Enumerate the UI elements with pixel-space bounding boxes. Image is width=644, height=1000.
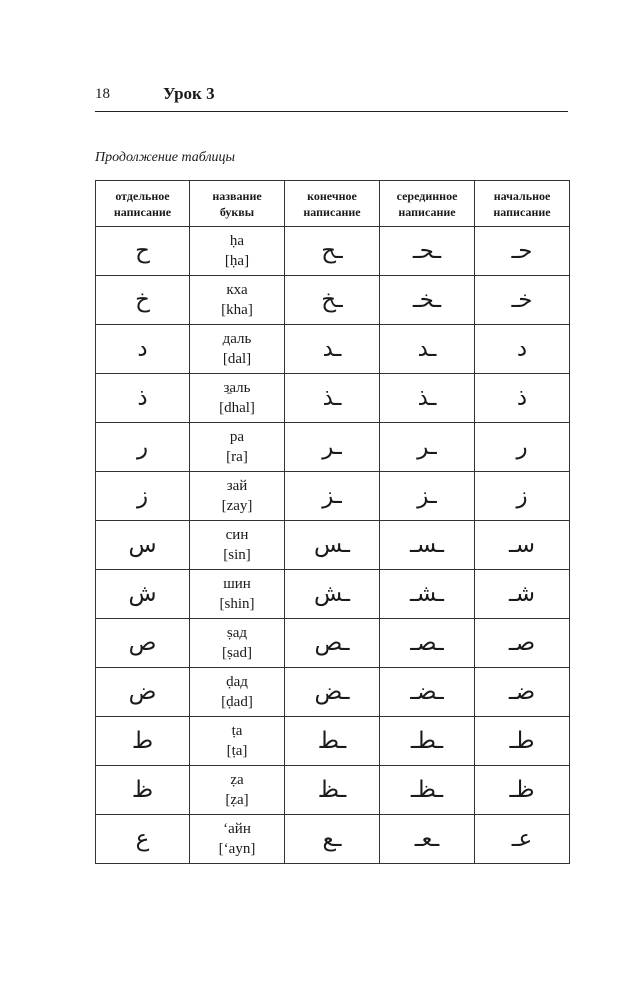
letter-name: з̱аль (223, 380, 251, 396)
final-form: ـذ (285, 374, 380, 423)
table-body (96, 227, 570, 864)
column-header-medial (380, 181, 475, 227)
isolated-form: ز (96, 472, 190, 521)
final-form: ـر (285, 423, 380, 472)
column-header-line: отдельное (115, 188, 170, 203)
letter-transliteration: [dhal] (219, 400, 255, 416)
isolated-form: خ (96, 276, 190, 325)
final-form: ـض (285, 668, 380, 717)
isolated-form: د (96, 325, 190, 374)
column-header-letter-name (190, 181, 285, 227)
letter-name-cell (190, 619, 285, 668)
final-form: ـظ (285, 766, 380, 815)
table-row (96, 766, 570, 815)
letter-transliteration: [ra] (226, 449, 248, 465)
final-form: ـط (285, 717, 380, 766)
initial-form: حـ (475, 227, 570, 276)
letter-name: зай (226, 478, 248, 494)
isolated-form: ص (96, 619, 190, 668)
letter-transliteration: [ḥa] (224, 253, 250, 269)
medial-form: ـر (380, 423, 475, 472)
letter-transliteration: [ṣad] (222, 645, 252, 661)
column-header-line: написание (398, 204, 456, 219)
letter-name: ṣад (226, 625, 248, 641)
medial-form: ـخـ (380, 276, 475, 325)
medial-form: ـد (380, 325, 475, 374)
letter-name-cell (190, 815, 285, 864)
letter-name: ṭа (231, 723, 243, 739)
column-header-line: буквы (219, 204, 255, 219)
letter-transliteration: [ḍad] (221, 694, 253, 710)
initial-form: ر (475, 423, 570, 472)
column-header-final (285, 181, 380, 227)
final-form: ـع (285, 815, 380, 864)
table-row (96, 619, 570, 668)
table-row (96, 570, 570, 619)
letter-transliteration: [ẓa] (225, 792, 249, 808)
header-rule (95, 111, 568, 112)
letter-transliteration: [zay] (221, 498, 253, 514)
lesson-title: Урок 3 (163, 84, 215, 103)
final-form: ـز (285, 472, 380, 521)
isolated-form: ض (96, 668, 190, 717)
letter-name: ра (229, 429, 245, 445)
table-row (96, 668, 570, 717)
table-row (96, 521, 570, 570)
medial-form: ـعـ (380, 815, 475, 864)
medial-form: ـشـ (380, 570, 475, 619)
column-header-initial (475, 181, 570, 227)
isolated-form: ش (96, 570, 190, 619)
letter-name-cell (190, 325, 285, 374)
isolated-form: ر (96, 423, 190, 472)
letter-name: ḍад (226, 674, 248, 690)
arabic-letters-table (95, 180, 570, 864)
final-form: ـس (285, 521, 380, 570)
isolated-form: ظ (96, 766, 190, 815)
letter-name-cell (190, 374, 285, 423)
letter-name-cell (190, 423, 285, 472)
isolated-form: ح (96, 227, 190, 276)
column-header-line: название (212, 188, 262, 203)
final-form: ـح (285, 227, 380, 276)
column-header-isolated (96, 181, 190, 227)
letter-name-cell (190, 227, 285, 276)
final-form: ـد (285, 325, 380, 374)
initial-form: طـ (475, 717, 570, 766)
medial-form: ـصـ (380, 619, 475, 668)
letter-name-cell (190, 472, 285, 521)
final-form: ـخ (285, 276, 380, 325)
table-continuation-caption: Продолжение таблицы (95, 150, 236, 165)
isolated-form: س (96, 521, 190, 570)
table-row (96, 717, 570, 766)
medial-form: ـحـ (380, 227, 475, 276)
letter-transliteration: [shin] (219, 596, 255, 612)
table-row (96, 325, 570, 374)
table-header-row (96, 181, 570, 227)
isolated-form: ط (96, 717, 190, 766)
table-row (96, 815, 570, 864)
letter-name: ʻайн (223, 821, 251, 837)
running-head (95, 86, 568, 112)
letter-name: даль (222, 331, 252, 347)
final-form: ـش (285, 570, 380, 619)
table-row (96, 276, 570, 325)
initial-form: خـ (475, 276, 570, 325)
letter-name: ḥа (229, 233, 245, 249)
initial-form: عـ (475, 815, 570, 864)
letter-name-cell (190, 276, 285, 325)
table-row (96, 472, 570, 521)
column-header-line: написание (493, 204, 551, 219)
initial-form: ضـ (475, 668, 570, 717)
letter-name: кха (226, 282, 248, 298)
column-header-line: начальное (493, 188, 551, 203)
column-header-line: конечное (307, 188, 357, 203)
column-header-line: написание (303, 204, 361, 219)
letter-transliteration: [sin] (223, 547, 251, 563)
medial-form: ـز (380, 472, 475, 521)
letter-name: син (225, 527, 249, 543)
column-header-line: серединное (396, 188, 458, 203)
initial-form: د (475, 325, 570, 374)
letter-transliteration: [dal] (222, 351, 252, 367)
letter-transliteration: [kha] (221, 302, 253, 318)
page-number: 18 (95, 86, 110, 102)
letter-transliteration: [ṭa] (226, 743, 248, 759)
table-row (96, 227, 570, 276)
medial-form: ـظـ (380, 766, 475, 815)
letter-name: ẓа (230, 772, 244, 788)
letter-transliteration: [ʻayn] (218, 841, 256, 857)
initial-form: ز (475, 472, 570, 521)
medial-form: ـطـ (380, 717, 475, 766)
medial-form: ـضـ (380, 668, 475, 717)
medial-form: ـذ (380, 374, 475, 423)
initial-form: سـ (475, 521, 570, 570)
initial-form: صـ (475, 619, 570, 668)
isolated-form: ذ (96, 374, 190, 423)
initial-form: شـ (475, 570, 570, 619)
column-header-line: написание (113, 204, 172, 219)
medial-form: ـسـ (380, 521, 475, 570)
final-form: ـص (285, 619, 380, 668)
letter-name: шин (223, 576, 251, 592)
initial-form: ظـ (475, 766, 570, 815)
table-row (96, 374, 570, 423)
isolated-form: ع (96, 815, 190, 864)
letter-name-cell (190, 717, 285, 766)
letter-name-cell (190, 570, 285, 619)
letter-name-cell (190, 766, 285, 815)
letter-name-cell (190, 668, 285, 717)
initial-form: ذ (475, 374, 570, 423)
table-row (96, 423, 570, 472)
letter-name-cell (190, 521, 285, 570)
